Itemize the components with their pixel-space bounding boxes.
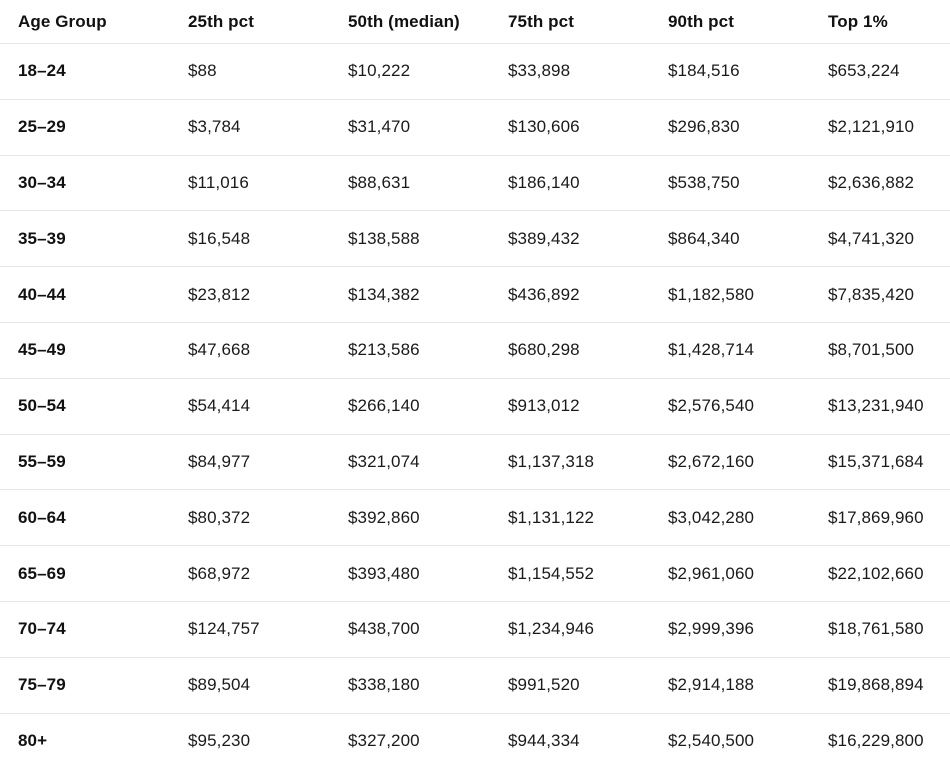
table-header-row	[0, 0, 950, 44]
cell-top-1pct: $22,102,660	[828, 563, 924, 583]
cell-age-group: 75–79	[18, 675, 66, 695]
header-25th-pct: 25th pct	[188, 11, 254, 31]
cell-pct-90: $538,750	[668, 172, 740, 192]
table-row	[0, 267, 950, 323]
cell-pct-50: $88,631	[348, 172, 411, 192]
header-50th-median: 50th (median)	[348, 11, 460, 31]
cell-age-group: 70–74	[18, 619, 66, 639]
cell-age-group: 55–59	[18, 451, 66, 471]
cell-pct-50: $338,180	[348, 675, 420, 695]
table-row	[0, 490, 950, 546]
cell-pct-90: $2,672,160	[668, 451, 755, 471]
table-row	[0, 379, 950, 435]
cell-pct-50: $321,074	[348, 451, 420, 471]
table-row	[0, 658, 950, 714]
cell-top-1pct: $18,761,580	[828, 619, 924, 639]
cell-pct-25: $54,414	[188, 396, 251, 416]
table-row	[0, 435, 950, 491]
cell-top-1pct: $4,741,320	[828, 228, 915, 248]
cell-pct-75: $389,432	[508, 228, 580, 248]
cell-pct-75: $130,606	[508, 117, 580, 137]
cell-pct-25: $84,977	[188, 451, 251, 471]
cell-pct-90: $1,428,714	[668, 340, 755, 360]
cell-pct-25: $16,548	[188, 228, 251, 248]
table-row	[0, 211, 950, 267]
cell-pct-90: $1,182,580	[668, 284, 755, 304]
cell-pct-50: $31,470	[348, 117, 411, 137]
cell-pct-90: $2,961,060	[668, 563, 755, 583]
cell-top-1pct: $2,636,882	[828, 172, 915, 192]
header-top-1pct: Top 1%	[828, 11, 888, 31]
cell-age-group: 65–69	[18, 563, 66, 583]
cell-age-group: 18–24	[18, 61, 66, 81]
header-age-group: Age Group	[18, 11, 107, 31]
table-row	[0, 602, 950, 658]
cell-top-1pct: $8,701,500	[828, 340, 915, 360]
cell-pct-25: $80,372	[188, 507, 251, 527]
cell-pct-75: $1,131,122	[508, 507, 595, 527]
cell-pct-90: $2,576,540	[668, 396, 755, 416]
cell-pct-75: $944,334	[508, 731, 580, 751]
cell-pct-25: $95,230	[188, 731, 251, 751]
cell-pct-50: $134,382	[348, 284, 420, 304]
table-body	[0, 44, 950, 769]
cell-pct-25: $68,972	[188, 563, 251, 583]
cell-age-group: 40–44	[18, 284, 66, 304]
cell-top-1pct: $16,229,800	[828, 731, 924, 751]
cell-pct-90: $184,516	[668, 61, 740, 81]
cell-pct-75: $33,898	[508, 61, 571, 81]
cell-pct-90: $2,914,188	[668, 675, 755, 695]
cell-age-group: 80+	[18, 731, 48, 751]
cell-pct-50: $213,586	[348, 340, 420, 360]
cell-pct-50: $327,200	[348, 731, 420, 751]
cell-pct-75: $680,298	[508, 340, 580, 360]
cell-pct-75: $1,234,946	[508, 619, 595, 639]
cell-age-group: 45–49	[18, 340, 66, 360]
table-row	[0, 156, 950, 212]
cell-pct-50: $438,700	[348, 619, 420, 639]
cell-pct-50: $138,588	[348, 228, 420, 248]
cell-top-1pct: $13,231,940	[828, 396, 924, 416]
header-75th-pct: 75th pct	[508, 11, 574, 31]
cell-pct-75: $186,140	[508, 172, 580, 192]
cell-top-1pct: $19,868,894	[828, 675, 924, 695]
cell-pct-25: $88	[188, 61, 217, 81]
cell-top-1pct: $7,835,420	[828, 284, 915, 304]
cell-pct-25: $11,016	[188, 172, 249, 192]
cell-pct-50: $10,222	[348, 61, 411, 81]
cell-pct-75: $991,520	[508, 675, 580, 695]
cell-pct-25: $3,784	[188, 117, 241, 137]
cell-pct-50: $392,860	[348, 507, 420, 527]
cell-pct-90: $864,340	[668, 228, 740, 248]
cell-pct-25: $47,668	[188, 340, 251, 360]
header-90th-pct: 90th pct	[668, 11, 734, 31]
cell-pct-25: $23,812	[188, 284, 251, 304]
cell-pct-75: $913,012	[508, 396, 580, 416]
cell-pct-90: $296,830	[668, 117, 740, 137]
cell-pct-25: $124,757	[188, 619, 260, 639]
table-row	[0, 100, 950, 156]
table-row	[0, 323, 950, 379]
cell-pct-90: $2,999,396	[668, 619, 755, 639]
cell-pct-50: $393,480	[348, 563, 420, 583]
cell-age-group: 25–29	[18, 117, 66, 137]
cell-top-1pct: $2,121,910	[828, 117, 915, 137]
cell-age-group: 35–39	[18, 228, 66, 248]
cell-pct-90: $3,042,280	[668, 507, 755, 527]
cell-top-1pct: $15,371,684	[828, 451, 924, 471]
table-row	[0, 44, 950, 100]
table-row	[0, 546, 950, 602]
cell-top-1pct: $17,869,960	[828, 507, 924, 527]
cell-age-group: 30–34	[18, 172, 66, 192]
cell-top-1pct: $653,224	[828, 61, 900, 81]
cell-age-group: 50–54	[18, 396, 66, 416]
cell-age-group: 60–64	[18, 507, 66, 527]
cell-pct-25: $89,504	[188, 675, 251, 695]
cell-pct-75: $1,154,552	[508, 563, 595, 583]
cell-pct-90: $2,540,500	[668, 731, 755, 751]
cell-pct-75: $436,892	[508, 284, 580, 304]
cell-pct-75: $1,137,318	[508, 451, 595, 471]
cell-pct-50: $266,140	[348, 396, 420, 416]
